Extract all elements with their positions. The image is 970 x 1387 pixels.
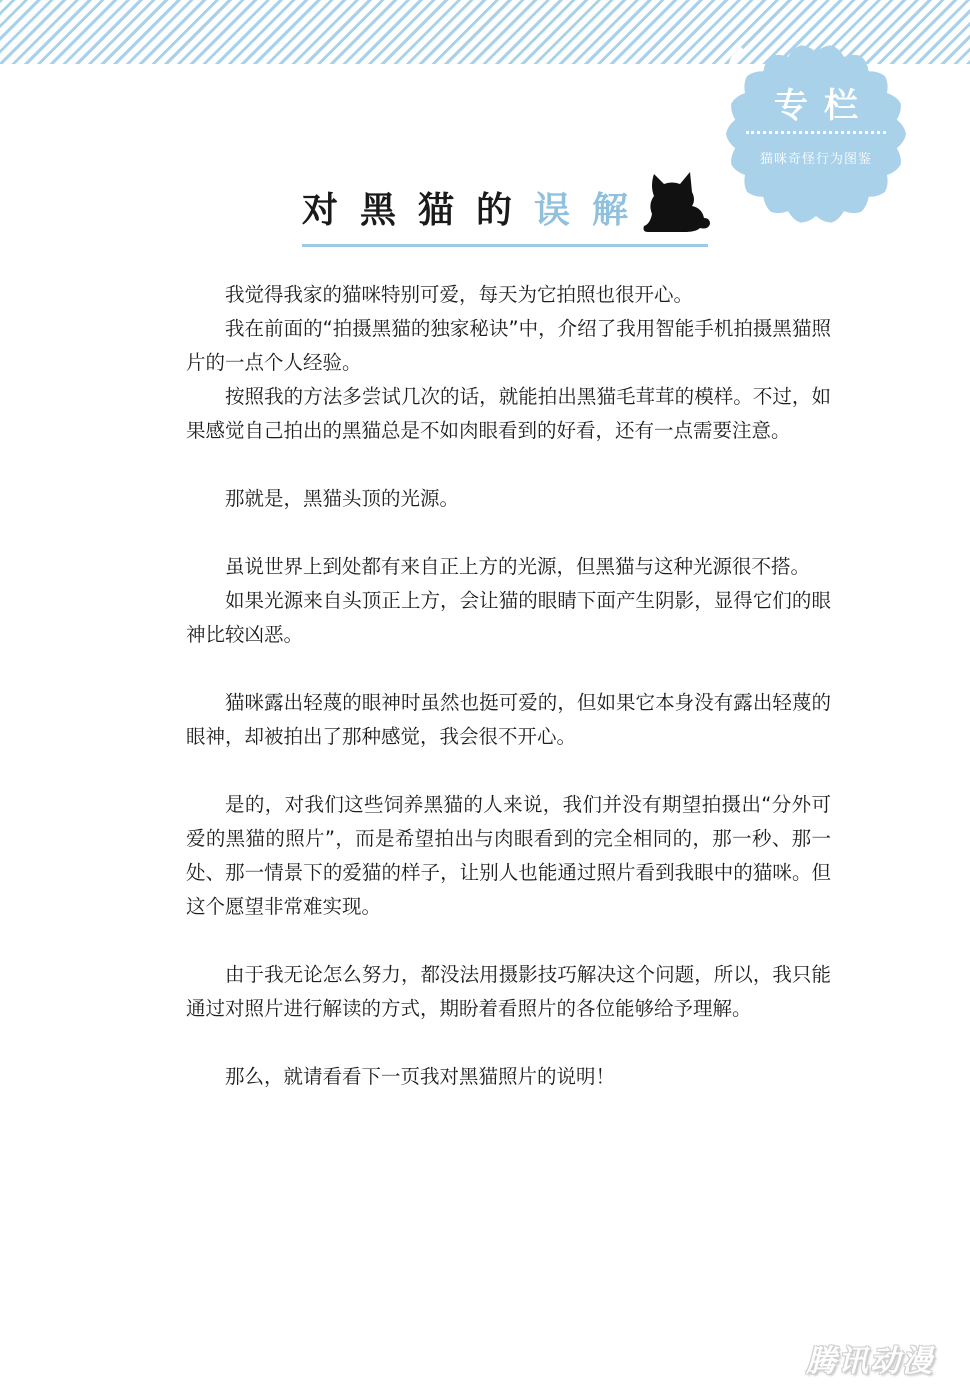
paragraph: 那么，就请看看下一页我对黑猫照片的说明！: [225, 1065, 616, 1088]
paragraph: 我在前面的“拍摄黑猫的独家秘诀”中，介绍了我用智能手机拍摄黑猫照片的一点个人经验。: [186, 317, 831, 374]
paragraph: 如果光源来自头顶正上方，会让猫的眼睛下面产生阴影，显得它们的眼神比较凶恶。: [186, 589, 831, 646]
badge-shape: [726, 44, 906, 224]
paragraph: 猫咪露出轻蔑的眼神时虽然也挺可爱的，但如果它本身没有露出轻蔑的眼神，却被拍出了那种感觉，我会很不开心。: [186, 691, 831, 748]
watermark-logo: 腾讯动漫: [806, 1344, 934, 1379]
badge-subtitle: 猫咪奇怪行为图鉴: [759, 152, 872, 167]
badge-divider: [746, 131, 886, 134]
article-body: [186, 278, 831, 1094]
paragraph: 由于我无论怎么努力，都没法用摄影技巧解决这个问题，所以，我只能通过对照片进行解读的方式，期盼着看照片的各位能够给予理解。: [186, 963, 831, 1020]
title-underline: [302, 244, 708, 247]
black-cat-icon: [640, 168, 712, 234]
paragraph: 我觉得我家的猫咪特别可爱，每天为它拍照也很开心。: [225, 283, 694, 306]
title-accent: 误解: [534, 190, 651, 231]
column-badge: [726, 44, 906, 224]
paragraph: 那就是，黑猫头顶的光源。: [225, 487, 460, 510]
title-main: 对黑猫的: [302, 190, 535, 231]
paragraph: 是的，对我们这些饲养黑猫的人来说，我们并没有期望拍摄出“分外可爱的黑猫的照片”，而是希望拍出与肉眼看到的完全相同的，那一秒、那一处、那一情景下的爱猫的样子，让别人也能通过照片看到我眼中的猫咪。但这个愿望非常难实现。: [186, 793, 831, 918]
paragraph: 虽说世界上到处都有来自正上方的光源，但黑猫与这种光源很不搭。: [225, 555, 811, 578]
pencil-icon: [726, 44, 748, 66]
article-title: [302, 182, 650, 232]
badge-title: 专栏: [774, 86, 874, 126]
paragraph: 按照我的方法多尝试几次的话，就能拍出黑猫毛茸茸的模样。不过，如果感觉自己拍出的黑猫总是不如肉眼看到的好看，还有一点需要注意。: [186, 385, 831, 442]
